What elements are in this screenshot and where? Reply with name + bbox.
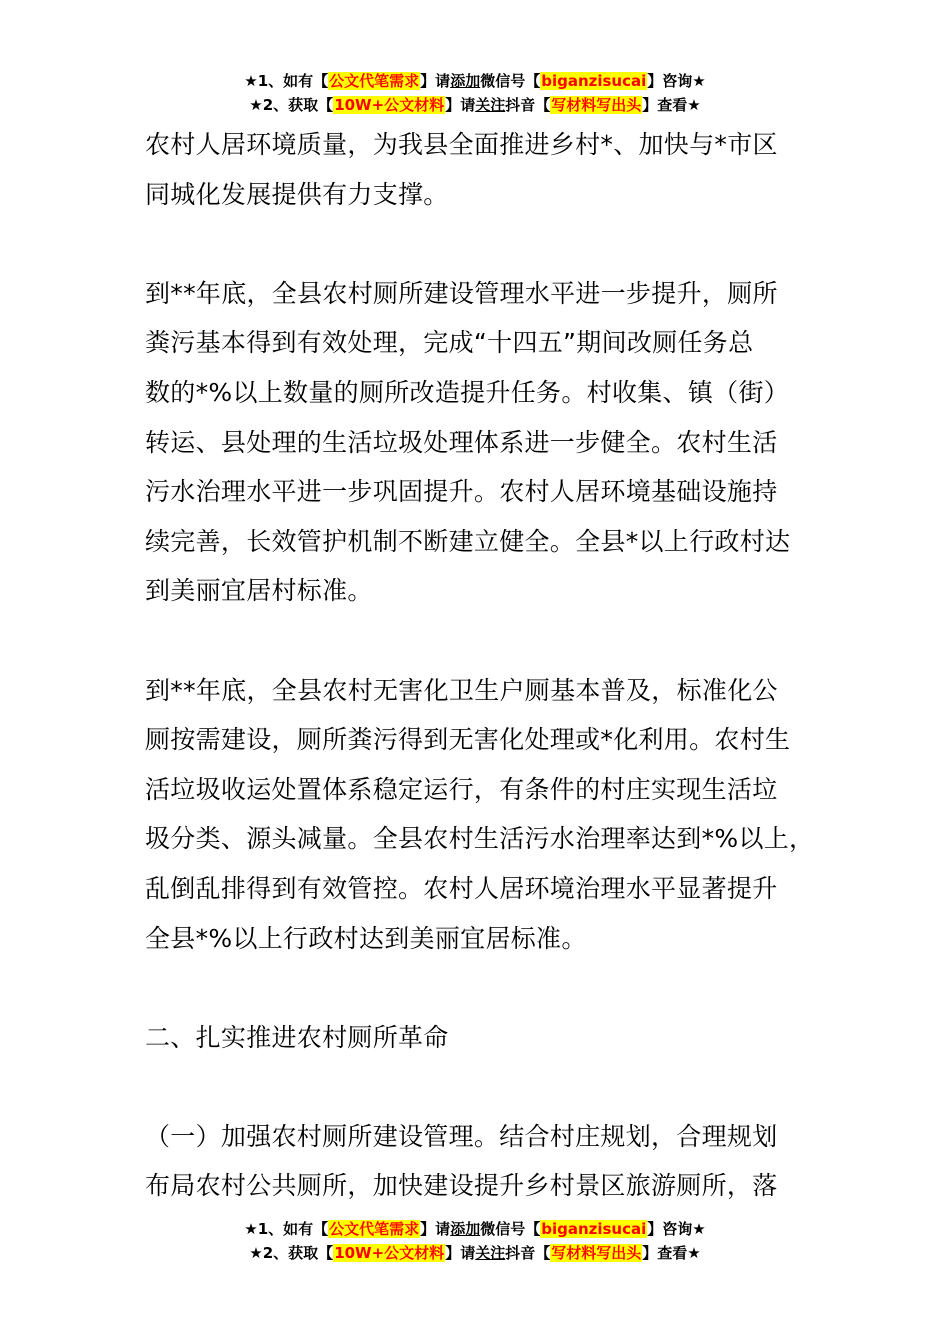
banner-text: 】请: [445, 96, 476, 114]
text-line: 布局农村公共厕所，加快建设提升乡村景区旅游厕所，落: [145, 1171, 778, 1201]
header-banner: [0, 69, 950, 117]
banner-text: 】请: [420, 72, 451, 90]
banner-line-1: [0, 69, 950, 93]
banner-text: 微信号【: [480, 72, 541, 90]
banner-text: 微信号【: [480, 1220, 541, 1238]
document-body: [145, 120, 825, 1261]
banner-highlight: 写材料写出头: [551, 1244, 642, 1262]
banner-highlight: 10W+公文材料: [334, 96, 445, 114]
paragraph: [145, 120, 825, 219]
text-line: 全县*%以上行政村达到美丽宜居标准。: [145, 923, 587, 953]
text-line: 粪污基本得到有效处理，完成“十四五”期间改厕任务总: [145, 328, 754, 358]
paragraph: [145, 269, 825, 616]
banner-highlight: biganzisucai: [541, 1220, 647, 1238]
text-line: （一）加强农村厕所建设管理。结合村庄规划，合理规划: [145, 1121, 778, 1151]
banner-line-2: [0, 93, 950, 117]
text-line: 转运、县处理的生活垃圾处理体系进一步健全。农村生活: [145, 427, 778, 457]
banner-text: 抖音【: [505, 96, 551, 114]
banner-text: 】查看★: [642, 1244, 701, 1262]
banner-text: 】请: [420, 1220, 451, 1238]
banner-text: 】查看★: [642, 96, 701, 114]
banner-highlight: 公文代笔需求: [329, 72, 420, 90]
paragraph: [145, 666, 825, 964]
text-line: 到**年底，全县农村无害化卫生户厕基本普及，标准化公: [145, 675, 778, 705]
text-line: 污水治理水平进一步巩固提升。农村人居环境基础设施持: [145, 477, 778, 507]
text-line: 乱倒乱排得到有效管控。农村人居环境治理水平显著提升: [145, 873, 778, 903]
text-line: 活垃圾收运处置体系稳定运行，有条件的村庄实现生活垃: [145, 774, 778, 804]
banner-text: 】咨询★: [647, 1220, 706, 1238]
heading-text: 二、扎实推进农村厕所革命: [145, 1022, 449, 1052]
banner-line-1: [0, 1217, 950, 1241]
banner-highlight: 写材料写出头: [551, 96, 642, 114]
banner-highlight: 公文代笔需求: [329, 1220, 420, 1238]
banner-emphasis: 添加: [450, 1220, 481, 1238]
text-line: 数的*%以上数量的厕所改造提升任务。村收集、镇（街）: [145, 377, 790, 407]
banner-text: 】咨询★: [647, 72, 706, 90]
paragraph: [145, 1112, 825, 1211]
banner-text: 】请: [445, 1244, 476, 1262]
text-line: 同城化发展提供有力支撑。: [145, 179, 449, 209]
banner-emphasis: 关注: [475, 96, 506, 114]
text-line: 到**年底，全县农村厕所建设管理水平进一步提升，厕所: [145, 278, 778, 308]
banner-text: ★1、如有【: [244, 1220, 329, 1238]
banner-highlight: 10W+公文材料: [334, 1244, 445, 1262]
banner-text: ★2、获取【: [249, 1244, 334, 1262]
banner-text: 抖音【: [505, 1244, 551, 1262]
section-heading: [145, 1013, 825, 1063]
banner-emphasis: 关注: [475, 1244, 506, 1262]
text-line: 续完善，长效管护机制不断建立健全。全县*以上行政村达: [145, 526, 791, 556]
text-line: 厕按需建设，厕所粪污得到无害化处理或*化利用。农村生: [145, 725, 791, 755]
text-line: 到美丽宜居村标准。: [145, 576, 373, 606]
banner-line-2: [0, 1241, 950, 1265]
banner-text: ★2、获取【: [249, 96, 334, 114]
banner-text: ★1、如有【: [244, 72, 329, 90]
banner-emphasis: 添加: [450, 72, 481, 90]
banner-highlight: biganzisucai: [541, 72, 647, 90]
text-line: 农村人居环境质量，为我县全面推进乡村*、加快与*市区: [145, 130, 778, 159]
text-line: 圾分类、源头减量。全县农村生活污水治理率达到*%以上，: [145, 824, 815, 854]
footer-banner: [0, 1217, 950, 1265]
